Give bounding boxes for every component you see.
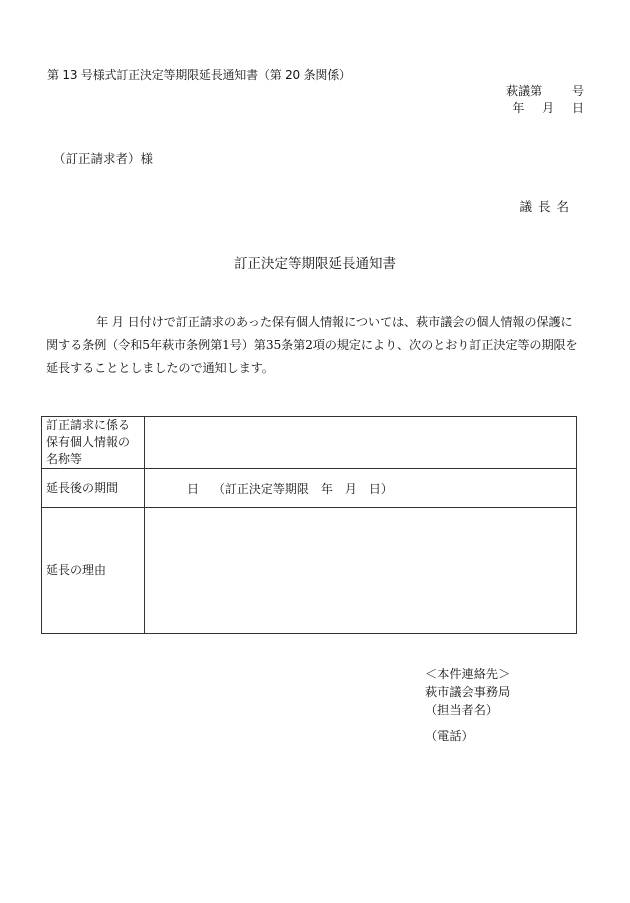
row-value-info-name bbox=[145, 417, 577, 469]
info-table bbox=[41, 416, 577, 634]
form-number: 第 13 号様式訂正決定等期限延長通知書（第 20 条関係） bbox=[47, 68, 351, 82]
sender-name: 議長名 bbox=[519, 199, 575, 214]
row-value-extension-reason bbox=[145, 508, 577, 634]
contact-heading: ＜本件連絡先＞ bbox=[425, 667, 511, 681]
row-label-info-name: 訂正請求に係る保有個人情報の名称等 bbox=[42, 417, 145, 469]
table-row bbox=[42, 508, 577, 634]
contact-phone: （電話） bbox=[425, 729, 474, 743]
row-label-extension-reason: 延長の理由 bbox=[42, 508, 145, 634]
reference-number: 萩議第 号 bbox=[506, 84, 584, 98]
notice-body: 年 月 日付けで訂正請求のあった保有個人情報については、萩市議会の個人情報の保護に関する条例（令和5年萩市条例第1号）第35条第2項の規定により、次のとおり訂正決定等の期限を延長することとしましたので通知します。 bbox=[46, 315, 578, 375]
row-value-extended-period: 日 （訂正決定等期限 年 月 日） bbox=[145, 469, 577, 508]
contact-person: （担当者名） bbox=[425, 703, 499, 717]
contact-block bbox=[425, 665, 510, 745]
issue-date: 年 月 日 bbox=[512, 101, 584, 115]
addressee: （訂正請求者）様 bbox=[53, 151, 154, 166]
table-row bbox=[42, 469, 577, 508]
contact-office: 萩市議会事務局 bbox=[425, 685, 511, 699]
document-title: 訂正決定等期限延長通知書 bbox=[234, 256, 396, 272]
row-label-extended-period: 延長後の期間 bbox=[42, 469, 145, 508]
table-row bbox=[42, 417, 577, 469]
